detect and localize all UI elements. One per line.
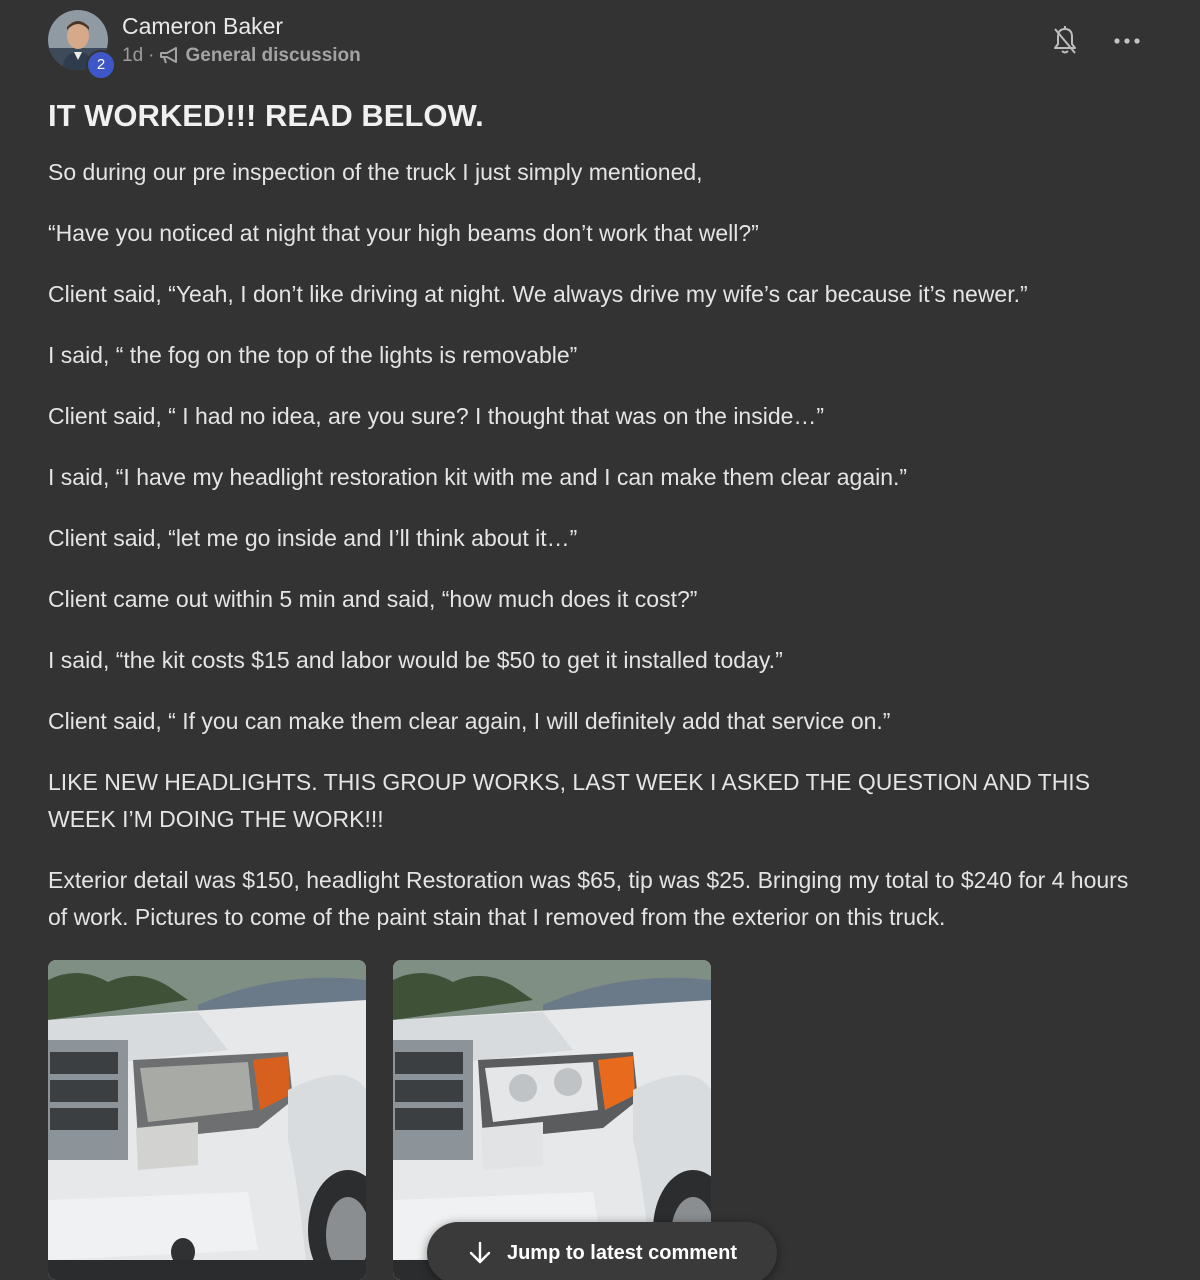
jump-button-label: Jump to latest comment <box>506 1241 738 1264</box>
post-body <box>48 154 1153 960</box>
notification-toggle-button[interactable] <box>1050 26 1080 56</box>
level-badge: 2 <box>86 50 116 80</box>
author-block <box>122 11 361 69</box>
category-link[interactable]: General discussion <box>185 45 361 66</box>
post-paragraph: Client said, “Yeah, I don’t like driving at night. We always drive my wife’s car because it’s newer.” <box>48 281 1028 307</box>
jump-to-latest-comment-button[interactable] <box>427 1222 777 1280</box>
bell-off-icon <box>1052 26 1078 56</box>
arrow-down-icon <box>467 1240 493 1266</box>
post-actions <box>1050 26 1142 56</box>
more-horizontal-icon <box>1113 37 1141 45</box>
post-paragraph: Client said, “ If you can make them clear again, I will definitely add that service on.” <box>48 708 891 734</box>
post-paragraph: Client said, “let me go inside and I’ll think about it…” <box>48 525 578 551</box>
post-paragraph: I said, “I have my headlight restoration kit with me and I can make them clear again.” <box>48 464 908 490</box>
post-paragraph: I said, “ the fog on the top of the lights is removable” <box>48 342 578 368</box>
image-before-thumbnail[interactable] <box>48 960 366 1280</box>
truck-headlight-before-photo <box>48 960 366 1280</box>
post-paragraph: Client came out within 5 min and said, “how much does it cost?” <box>48 586 698 612</box>
avatar[interactable] <box>48 10 108 73</box>
post-header <box>48 8 361 72</box>
post-paragraph: So during our pre inspection of the truck I just simply mentioned, <box>48 159 703 185</box>
post-paragraph: “Have you noticed at night that your high beams don’t work that well?” <box>48 220 759 246</box>
post-title: IT WORKED!!! READ BELOW. <box>48 98 484 133</box>
post-time: 1d <box>122 45 144 66</box>
more-options-button[interactable] <box>1112 26 1142 56</box>
author-name[interactable]: Cameron Baker <box>122 13 284 39</box>
post-paragraph: Exterior detail was $150, headlight Restoration was $65, tip was $25. Bringing my total to $240 for 4 hours of work. Pictures to come of the paint stain that I removed from the exterior on this truck. <box>48 867 1129 930</box>
post-meta <box>122 43 361 69</box>
post-paragraph: I said, “the kit costs $15 and labor would be $50 to get it installed today.” <box>48 647 783 673</box>
post-paragraph: LIKE NEW HEADLIGHTS. THIS GROUP WORKS, LAST WEEK I ASKED THE QUESTION AND THIS WEEK I’M DOING THE WORK!!! <box>48 769 1091 832</box>
post-paragraph: Client said, “ I had no idea, are you sure? I thought that was on the inside…” <box>48 403 825 429</box>
meta-separator: · <box>148 45 155 66</box>
megaphone-icon <box>159 47 181 65</box>
